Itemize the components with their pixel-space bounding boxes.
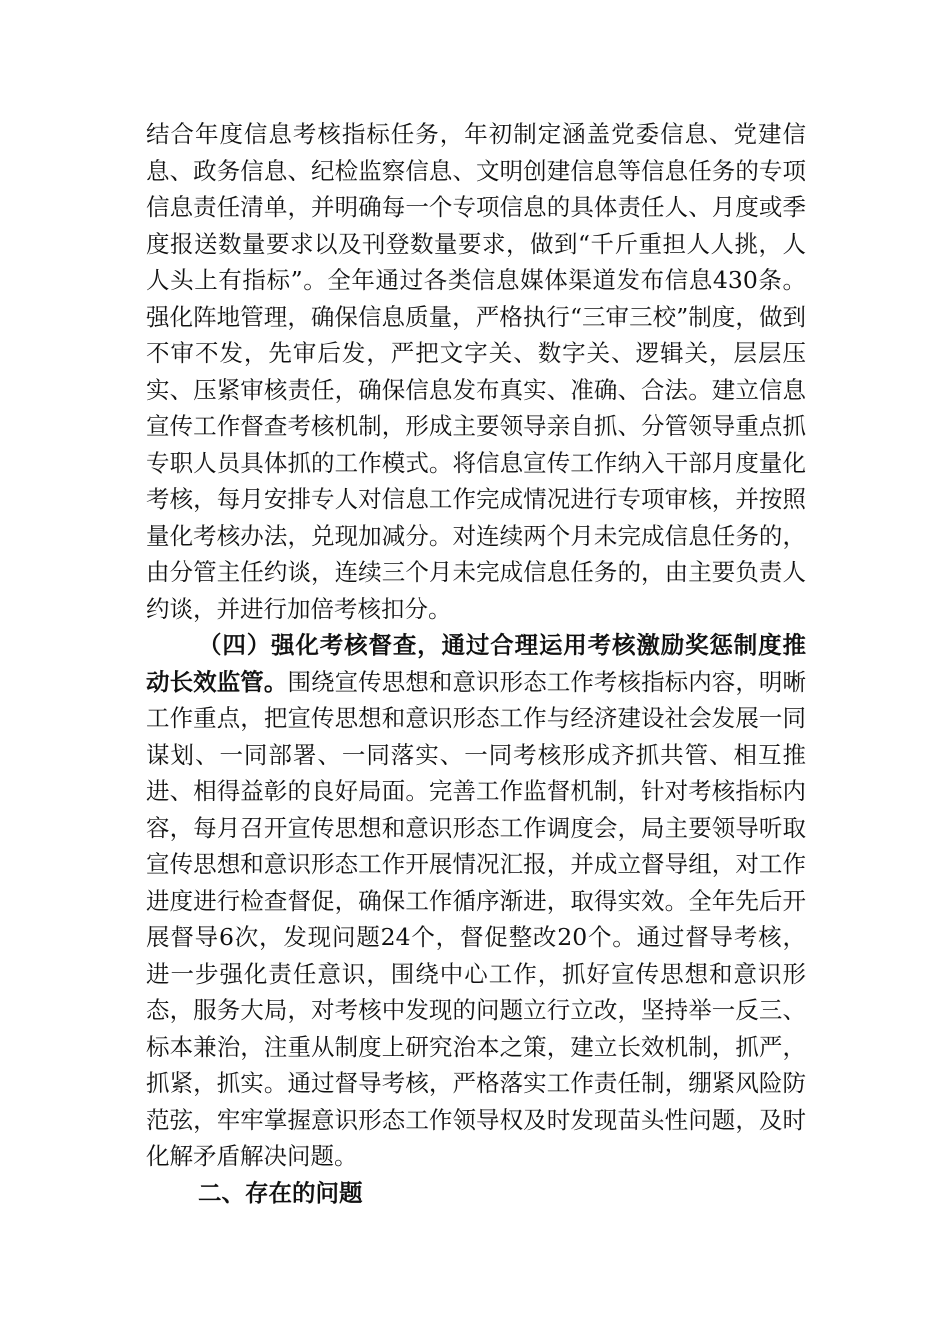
paragraph-assessment-supervision xyxy=(146,627,806,1175)
paragraph-info-assessment: 结合年度信息考核指标任务，年初制定涵盖党委信息、党建信息、政务信息、纪检监察信息、文明创建信息等信息任务的专项信息责任清单，并明确每一个专项信息的具体责任人、月度或季度报送数量要求以及刊登数量要求，做到“千斤重担人人挑，人人头上有指标”。全年通过各类信息媒体渠道发布信息430条。强化阵地管理，确保信息质量，严格执行“三审三校”制度，做到不审不发，先审后发，严把文字关、数字关、逻辑关，层层压实、压紧审核责任，确保信息发布真实、准确、合法。建立信息宣传工作督查考核机制，形成主要领导亲自抓、分管领导重点抓专职人员具体抓的工作模式。将信息宣传工作纳入干部月度量化考核，每月安排专人对信息工作完成情况进行专项审核，并按照量化考核办法，兑现加减分。对连续两个月未完成信息任务的，由分管主任约谈，连续三个月未完成信息任务的，由主要负责人约谈，并进行加倍考核扣分。 xyxy=(146,120,806,623)
paragraph-lead-heading: （四）强化考核督查，通过合理运用考核激励奖惩制度推动长效监管。 xyxy=(146,631,806,696)
document-body xyxy=(146,116,806,1211)
section-heading: 二、存在的问题 xyxy=(198,1178,363,1207)
paragraph-body-text: 围绕宣传思想和意识形态工作考核指标内容，明晰工作重点，把宣传思想和意识形态工作与经济建设社会发展一同谋划、一同部署、一同落实、一同考核形成齐抓共管、相互推进、相得益彰的良好局面。完善工作监督机制，针对考核指标内容，每月召开宣传思想和意识形态工作调度会，局主要领导听取宣传思想和意识形态工作开展情况汇报，并成立督导组，对工作进度进行检查督促，确保工作循序渐进，取得实效。全年先后开展督导6次，发现问题24个，督促整改20个。通过督导考核，进一步强化责任意识，围绕中心工作，抓好宣传思想和意识形态，服务大局，对考核中发现的问题立行立改，坚持举一反三、标本兼治，注重从制度上研究治本之策，建立长效机制，抓严，抓紧，抓实。通过督导考核，严格落实工作责任制，绷紧风险防范弦，牢牢掌握意识形态工作领导权及时发现苗头性问题，及时化解矛盾解决问题。 xyxy=(146,667,807,1170)
